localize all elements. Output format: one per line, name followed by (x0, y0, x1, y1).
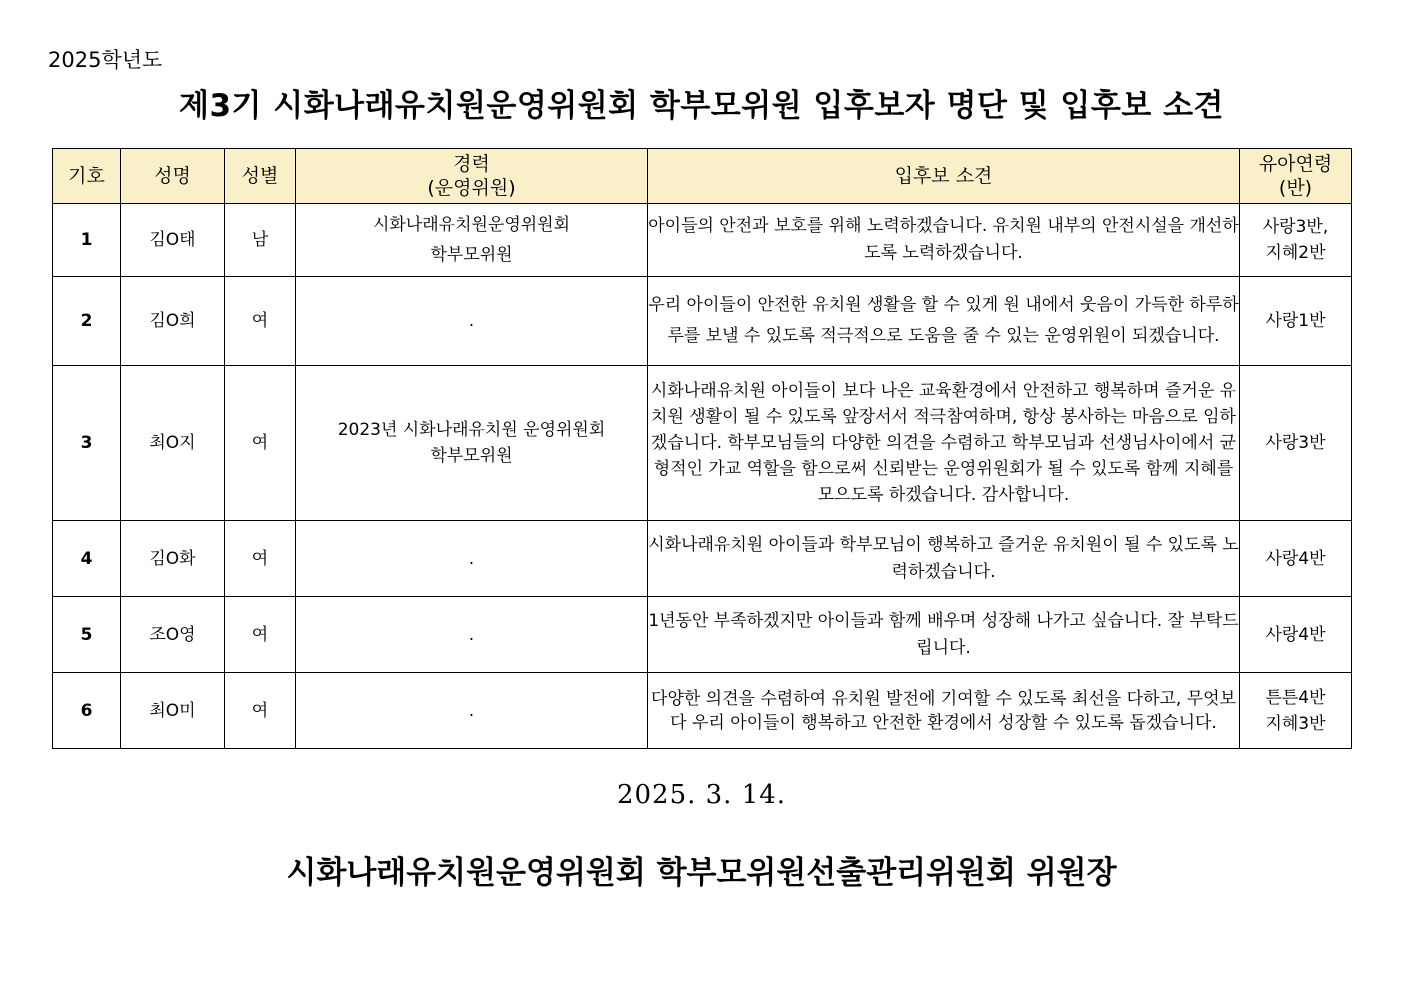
table-row (53, 204, 1352, 277)
candidate-name: 최O미 (121, 673, 225, 749)
candidate-number: 6 (53, 673, 121, 749)
col-header-career (296, 149, 648, 204)
class-line: 지혜3반 (1265, 713, 1326, 734)
candidate-statement: 아이들의 안전과 보호를 위해 노력하겠습니다. 유치원 내부의 안전시설을 개선하도록 노력하겠습니다. (648, 204, 1240, 277)
candidate-statement: 다양한 의견을 수렴하여 유치원 발전에 기여할 수 있도록 최선을 다하고, 무엇보다 우리 아이들이 행복하고 안전한 환경에서 성장할 수 있도록 돕겠습니다. (648, 673, 1240, 749)
candidate-number: 5 (53, 597, 121, 673)
candidate-statement: 시화나래유치원 아이들과 학부모님이 행복하고 즐거운 유치원이 될 수 있도록 노력하겠습니다. (648, 521, 1240, 597)
candidate-name: 김O희 (121, 277, 225, 366)
col-header-career-line1: 경력 (453, 153, 490, 175)
candidate-gender: 여 (225, 673, 296, 749)
candidate-gender: 여 (225, 366, 296, 521)
table-row (53, 521, 1352, 597)
candidate-number: 3 (53, 366, 121, 521)
candidate-career (296, 521, 648, 597)
table-header-row (53, 149, 1352, 204)
career-line: 시화나래유치원운영위원회 (372, 215, 571, 235)
candidate-class (1240, 673, 1352, 749)
school-year: 2025학년도 (48, 48, 163, 72)
class-line: 사랑1반 (1265, 311, 1326, 331)
candidate-number: 1 (53, 204, 121, 277)
candidate-gender: 여 (225, 521, 296, 597)
document-title: 제3기 시화나래유치원운영위원회 학부모위원 입후보자 명단 및 입후보 소견 (179, 88, 1224, 124)
candidate-name: 김O화 (121, 521, 225, 597)
candidate-gender: 여 (225, 597, 296, 673)
col-header-class-line2: (반) (1278, 177, 1313, 199)
candidate-statement: 시화나래유치원 아이들이 보다 나은 교육환경에서 안전하고 행복하며 즐거운 유치원 생활이 될 수 있도록 앞장서서 적극참여하며, 항상 봉사하는 마음으로 임하겠습니다. 학부모님들의 다양한 의견을 수렴하고 학부모님과 선생님사이에서 균형적인 가교 역할을 함으로써 신뢰받는 운영위원회가 될 수 있도록 함께 지혜를 모으도록 하겠습니다. 감사합니다. (648, 366, 1240, 521)
class-line: 사랑3반 (1265, 433, 1326, 453)
candidate-class (1240, 597, 1352, 673)
candidate-career (296, 673, 648, 749)
career-line: . (468, 700, 475, 721)
table-row (53, 277, 1352, 366)
candidate-number: 4 (53, 521, 121, 597)
candidate-table (52, 148, 1352, 749)
career-line: . (468, 311, 475, 331)
class-line: 사랑4반 (1265, 548, 1326, 569)
candidate-gender: 여 (225, 277, 296, 366)
candidate-class (1240, 277, 1352, 366)
col-header-class (1240, 149, 1352, 204)
candidate-statement: 1년동안 부족하겠지만 아이들과 함께 배우며 성장해 나가고 싶습니다. 잘 부탁드립니다. (648, 597, 1240, 673)
col-header-career-line2: (운영위원) (427, 177, 516, 199)
candidate-class (1240, 521, 1352, 597)
class-line: 튼튼4반 (1265, 687, 1326, 708)
col-header-gender: 성별 (225, 149, 296, 204)
career-line: . (468, 624, 475, 645)
candidate-gender: 남 (225, 204, 296, 277)
col-header-name: 성명 (121, 149, 225, 204)
candidate-name: 최O지 (121, 366, 225, 521)
candidate-name: 조O영 (121, 597, 225, 673)
career-line: 2023년 시화나래유치원 운영위원회 (337, 420, 606, 440)
signature-line: 시화나래유치원운영위원회 학부모위원선출관리위원회 위원장 (286, 855, 1117, 891)
candidate-class (1240, 204, 1352, 277)
career-line: . (468, 548, 475, 569)
table-row (53, 366, 1352, 521)
career-line: 학부모위원 (430, 446, 513, 466)
candidate-statement: 우리 아이들이 안전한 유치원 생활을 할 수 있게 원 내에서 웃음이 가득한 하루하루를 보낼 수 있도록 적극적으로 도움을 줄 수 있는 운영위원이 되겠습니다. (648, 277, 1240, 366)
class-line: 사랑3반, (1262, 217, 1329, 237)
document-date: 2025. 3. 14. (616, 780, 787, 810)
table-row (53, 597, 1352, 673)
candidate-career (296, 204, 648, 277)
candidate-class (1240, 366, 1352, 521)
candidate-name: 김O태 (121, 204, 225, 277)
candidate-career (296, 366, 648, 521)
class-line: 사랑4반 (1265, 624, 1326, 645)
col-header-no: 기호 (53, 149, 121, 204)
table-row (53, 673, 1352, 749)
candidate-career (296, 277, 648, 366)
col-header-class-line1: 유아연령 (1258, 153, 1333, 175)
candidate-number: 2 (53, 277, 121, 366)
career-line: 학부모위원 (430, 245, 513, 265)
class-line: 지혜2반 (1265, 243, 1326, 263)
col-header-statement: 입후보 소견 (648, 149, 1240, 204)
candidate-career (296, 597, 648, 673)
